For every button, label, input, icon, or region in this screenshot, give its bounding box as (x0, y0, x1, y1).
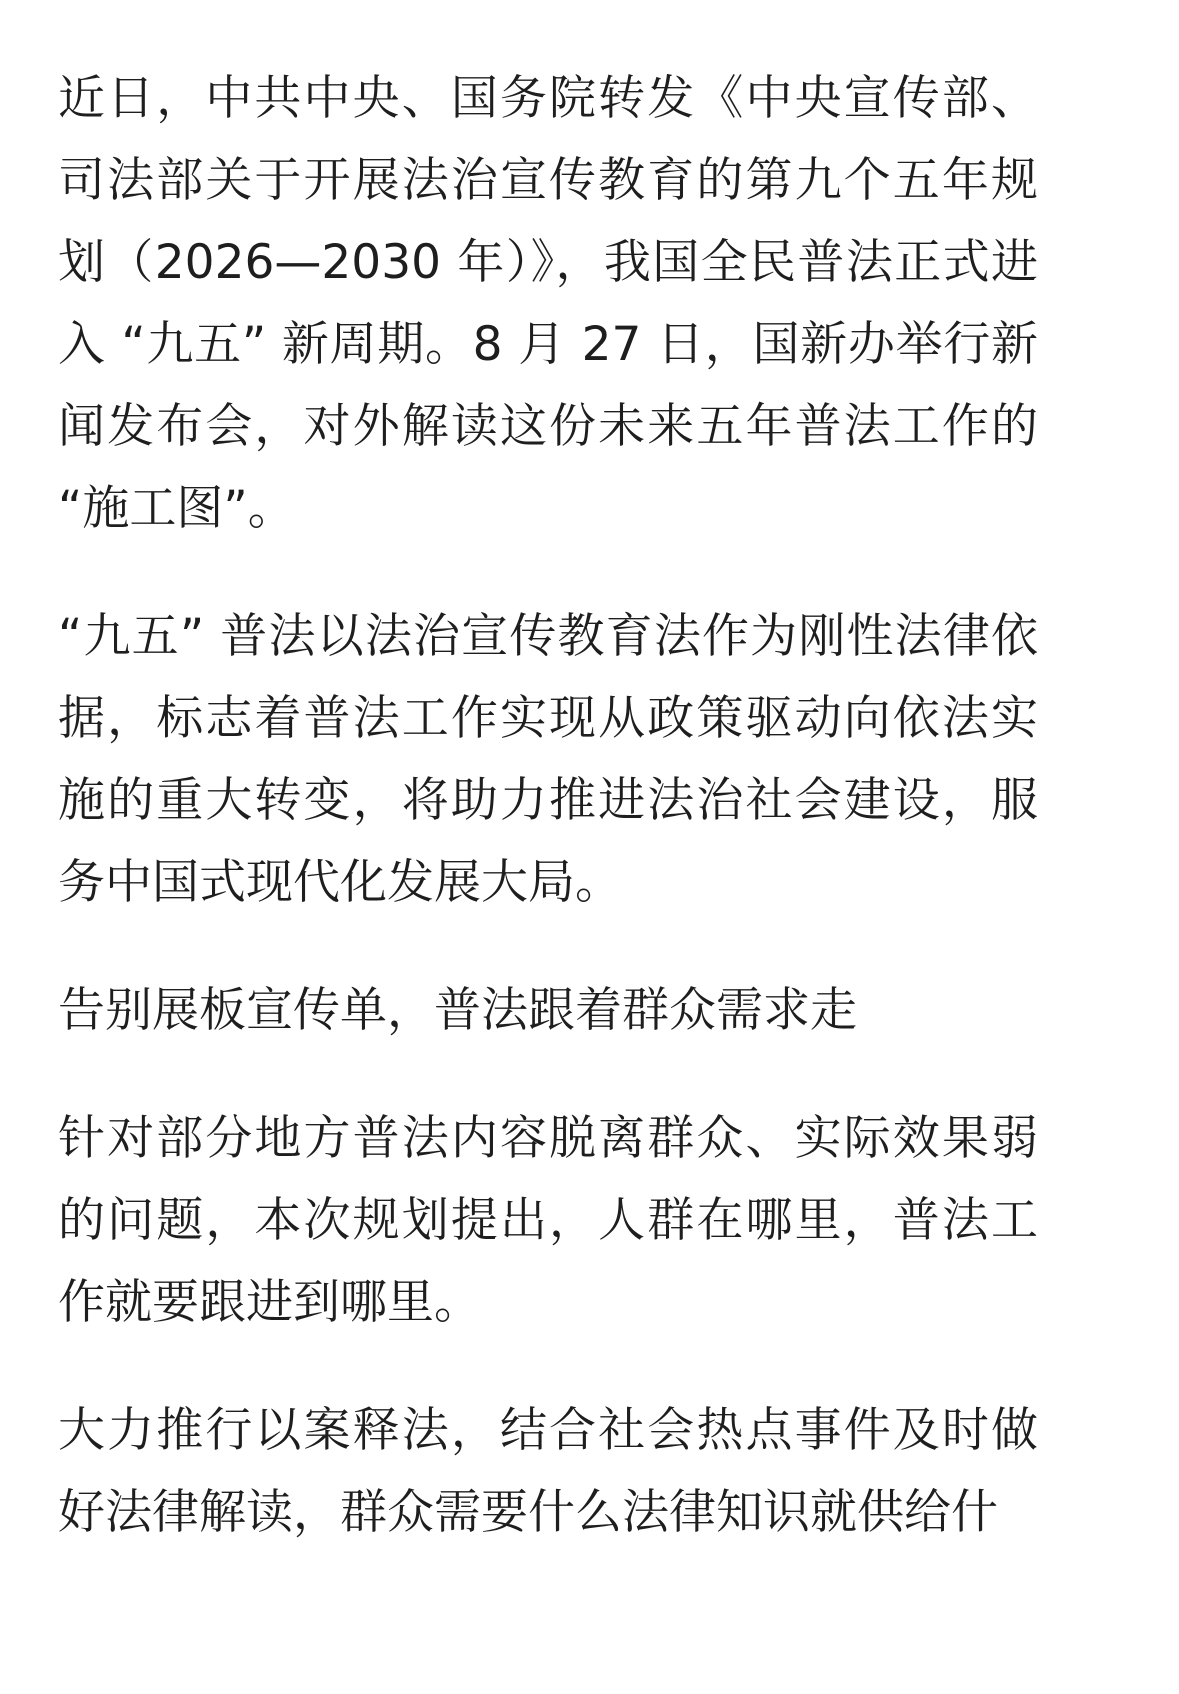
paragraph-follow-people: 针对部分地方普法内容脱离群众、实际效果弱的问题，本次规划提出，人群在哪里，普法工作就要跟进到哪里。 (58, 1111, 1038, 1330)
paragraph-intro: 近日，中共中央、国务院转发《中央宣传部、司法部关于开展法治宣传教育的第九个五年规划（2026—2030 年）》，我国全民普法正式进入 “九五” 新周期。8 月 27 日，国新办举行新闻发布会，对外解读这份未来五年普法工作的 “施工图”。 (58, 71, 1038, 536)
article-body (58, 58, 1038, 1600)
paragraph-case-explain: 大力推行以案释法，结合社会热点事件及时做好法律解读，群众需要什么法律知识就供给什 (58, 1403, 1038, 1540)
section-heading: 告别展板宣传单，普法跟着群众需求走 (58, 983, 857, 1038)
paragraph-significance: “九五” 普法以法治宣传教育法作为刚性法律依据，标志着普法工作实现从政策驱动向依法实施的重大转变，将助力推进法治社会建设，服务中国式现代化发展大局。 (58, 609, 1038, 910)
